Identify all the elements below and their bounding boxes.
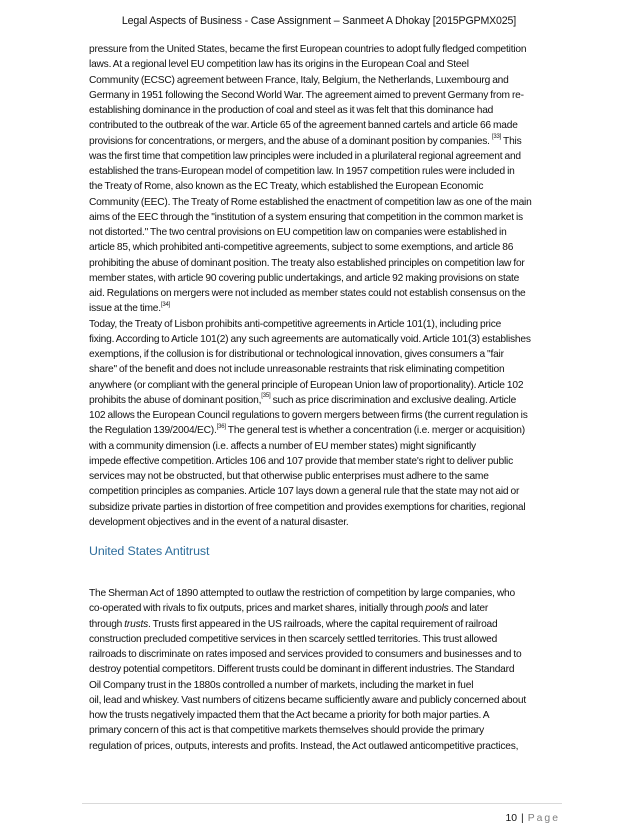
text-line: 102 allows the European Council regulations to govern mergers between firms (the current regulation is bbox=[89, 410, 528, 421]
text-line: development objectives and in the event of a natural disaster. bbox=[89, 516, 349, 528]
text-line: aid. Regulations on mergers were not included as member states could not establish consensus on the bbox=[89, 288, 526, 299]
page-number: 10 bbox=[505, 813, 518, 824]
text-line: prohibiting the abuse of dominant position. The treaty also established principles on competition law for bbox=[89, 257, 525, 269]
text-line: Oil Company trust in the 1880s controlled a number of markets, including the market in fuel bbox=[89, 679, 474, 691]
paragraph-us-antitrust bbox=[89, 586, 567, 754]
text-line: the Treaty of Rome, also known as the EC Treaty, which established the European Economic bbox=[89, 181, 484, 193]
page-header: Legal Aspects of Business - Case Assignment – Sanmeet A Dhokay [2015PGPMX025] bbox=[121, 15, 517, 27]
text-line bbox=[89, 393, 567, 408]
section-heading: United States Antitrust bbox=[89, 544, 210, 558]
citation-ref[interactable]: [36] bbox=[216, 423, 226, 430]
text-line: laws. At a regional level EU competition law has its origins in the European Coal and Steel bbox=[89, 59, 469, 71]
emphasis-term: trusts bbox=[124, 618, 149, 630]
page-footer bbox=[505, 813, 560, 824]
text-segment: prohibits the abuse of dominant position, bbox=[89, 394, 262, 406]
text-line: The Sherman Act of 1890 attempted to outlaw the restriction of competition by large companies, who bbox=[89, 588, 515, 599]
text-segment: the Regulation 139/2004/EC). bbox=[89, 425, 217, 437]
text-segment: such as price discrimination and exclusive dealing. Article bbox=[270, 394, 517, 406]
text-line: member states, with article 90 covering public undertakings, and article 92 making provisions on state bbox=[89, 272, 520, 284]
text-line: aims of the EEC through the "institution of a system ensuring that competition in the common market is bbox=[89, 211, 523, 223]
text-line: Community (EEC). The Treaty of Rome established the enactment of competition law as one of the main bbox=[89, 196, 532, 208]
citation-ref[interactable]: [34] bbox=[160, 301, 171, 308]
text-segment: and later bbox=[448, 603, 489, 615]
text-line bbox=[89, 617, 567, 632]
text-segment: The general test is whether a concentration (i.e. merger or acquisition) bbox=[225, 425, 525, 437]
paragraph-eu-competition-law bbox=[89, 42, 567, 530]
text-line: competition principles as companies. Article 107 lays down a general rule that the state may not aid or bbox=[89, 486, 520, 498]
text-line: share" of the benefit and does not include unreasonable restraints that risk eliminating competition bbox=[89, 364, 505, 376]
text-line: subsidize private parties in distortion of free competition and provides exemptions for charities, regional bbox=[89, 501, 526, 513]
text-line: services may not be obstructed, but that otherwise public enterprises must adhere to the same bbox=[89, 471, 489, 482]
text-line: article 85, which prohibited anti-competitive agreements, subject to some exemptions, and article 86 bbox=[89, 242, 514, 254]
text-line: established the trans-European model of competition law. In 1957 competition rules were included in bbox=[89, 166, 515, 177]
footer-divider bbox=[82, 803, 562, 804]
text-segment: This bbox=[501, 135, 522, 147]
text-line: regulation of prices, outputs, interests and profits. Instead, the Act outlawed anticompetitive practices, bbox=[89, 740, 519, 752]
text-segment: provisions for concentrations, or mergers, and the abuse of a dominant position by companies. bbox=[89, 135, 490, 147]
citation-ref[interactable]: [33] bbox=[491, 134, 502, 141]
text-line: pressure from the United States, became the first European countries to adopt fully fledged competition bbox=[89, 44, 527, 55]
citation-ref[interactable]: [35] bbox=[261, 393, 271, 400]
text-line bbox=[89, 134, 567, 149]
emphasis-term: pools bbox=[425, 603, 449, 615]
page-label: Page bbox=[527, 813, 560, 824]
text-line: construction precluded competitive services in then scarcely settled territories. This trust allowed bbox=[89, 633, 498, 645]
text-line: was the first time that competition law principles were included in a plurilateral regional agreement and bbox=[89, 150, 521, 162]
footer-separator: | bbox=[521, 813, 524, 824]
text-segment: co-operated with rivals to fix outputs, prices and market shares, initially through bbox=[89, 603, 426, 615]
text-line: Community (ECSC) agreement between France, Italy, Belgium, the Netherlands, Luxembourg and bbox=[89, 74, 509, 86]
text-line: how the trusts negatively impacted them that the Act became a priority for both major parties. A bbox=[89, 710, 490, 721]
text-line: railroads to discriminate on rates imposed and services provided to consumers and businesses and to bbox=[89, 649, 522, 660]
text-line bbox=[89, 423, 567, 438]
text-line: primary concern of this act is that competitive markets themselves should provide the primary bbox=[89, 725, 485, 737]
text-line bbox=[89, 601, 567, 616]
text-line: not distorted." The two central provisions on EU competition law on companies were established in bbox=[89, 227, 507, 238]
text-line: establishing dominance in the production of coal and steel as it was felt that this dominance had bbox=[89, 105, 494, 116]
text-segment: through bbox=[89, 618, 125, 630]
text-line: anywhere (or compliant with the general principle of European Union law of proportionality). Article 102 bbox=[89, 379, 524, 391]
text-line: contributed to the outbreak of the war. Article 65 of the agreement banned cartels and article 66 made bbox=[89, 120, 518, 132]
text-segment: issue at the time. bbox=[89, 303, 161, 315]
text-line: Today, the Treaty of Lisbon prohibits anti-competitive agreements in Article 101(1), including price bbox=[89, 318, 502, 330]
text-line: Germany in 1951 following the Second World War. The agreement aimed to prevent Germany from re- bbox=[89, 89, 524, 101]
text-line bbox=[89, 301, 567, 316]
text-line: exemptions, if the collusion is for distributional or technological innovation, gives consumers a "fair bbox=[89, 349, 504, 360]
text-segment: . Trusts first appeared in the US railroads, where the capital requirement of railroad bbox=[148, 618, 498, 630]
text-line: oil, lead and whiskey. Vast numbers of citizens became sufficiently aware and publicly concerned about bbox=[89, 694, 526, 706]
text-line: impede effective competition. Articles 106 and 107 provide that member state's right to deliver public bbox=[89, 455, 513, 467]
text-line: with a community dimension (i.e. affects a number of EU member states) might significantly bbox=[89, 440, 476, 452]
text-line: destroy potential competitors. Different trusts could be dominant in different industries. The Standard bbox=[89, 664, 515, 676]
text-line: fixing. According to Article 101(2) any such agreements are automatically void. Article 101(3) establishes bbox=[89, 333, 531, 345]
